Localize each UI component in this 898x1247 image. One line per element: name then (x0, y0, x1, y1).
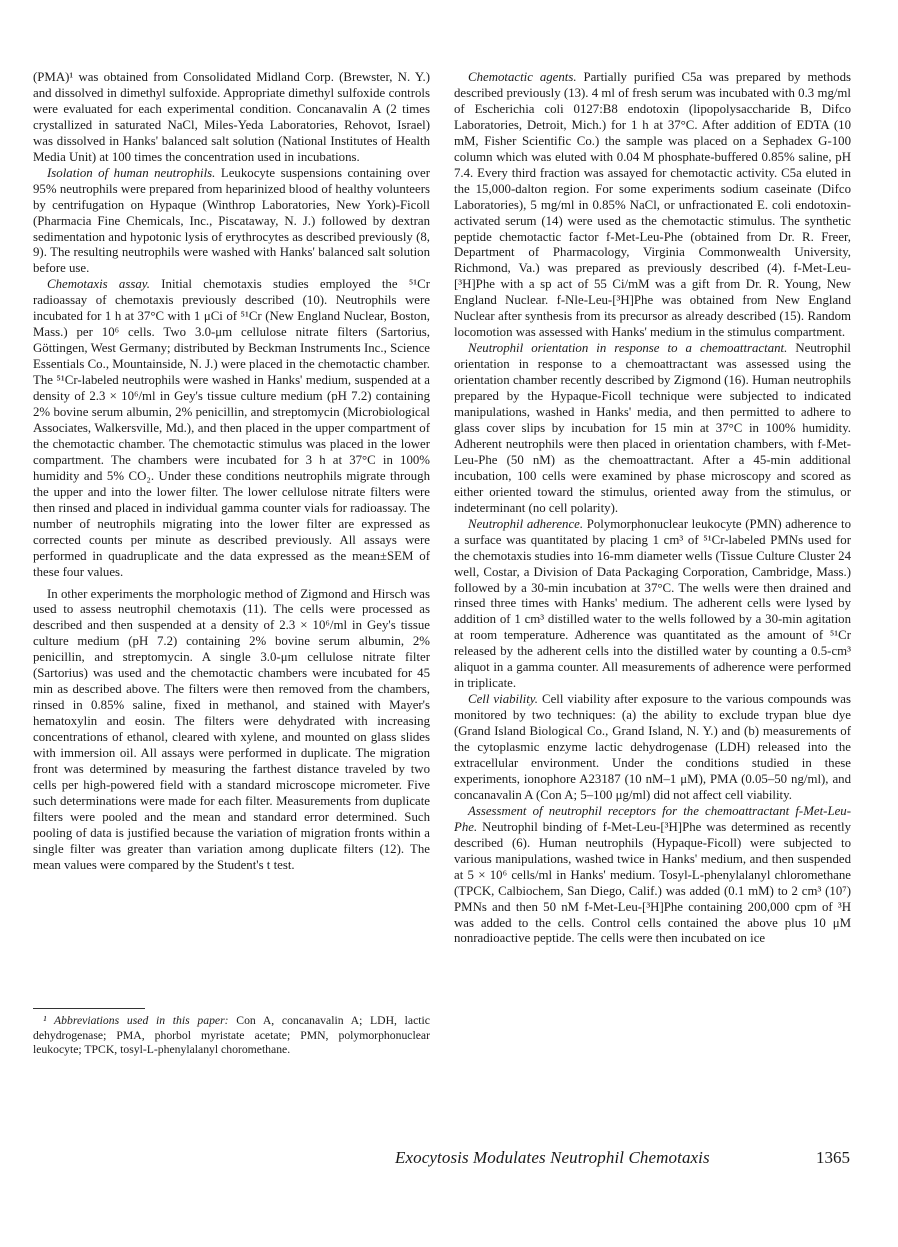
paragraph-viability-text: Cell viability after exposure to the various compounds was monitored by two techniques: (a) the ability to exclude trypan blue dye (Grand Island Biological Co., Grand Island, N. Y.) and (b) measurements of the cytoplasmic enzyme lactic dehydrogenase (LDH) released into the extracellular environment. Under the conditions studied in these experiments, ionophore A23187 (10 nM–1 μM), PMA (0.05–50 ng/ml), and concanavalin A (Con A; 5–100 μg/ml) did not affect cell viability. (454, 692, 851, 802)
section-heading-adherence: Neutrophil adherence. (468, 516, 584, 531)
paragraph-isolation (33, 166, 430, 278)
paragraph-viability (454, 692, 851, 804)
paragraph-adherence-text: Polymorphonuclear leukocyte (PMN) adherence to a surface was quantitated by placing 1 cm³ of ⁵¹Cr-labeled PMNs used for the chemotaxis studies into 16-mm diameter wells (Tissue Culture Cluster 24 well, Costar, a Division of Data Packaging Corporation, Cambridge, Mass.) followed by a 30-min incubation at 37°C. The wells were then drained and rinsed three times with Hanks' medium. The adherent cells were lysed by addition of 1 cm³ distilled water to the wells followed by a 30-min agitation at room temperature. Adherence was quantitated as the amount of ⁵¹Cr released by the adherent cells into the distilled water by counting a 0.5-cm³ aliquot in a gamma counter. All measurements of adherence were performed in triplicate. (454, 516, 851, 691)
section-heading-receptors: Assessment of neutrophil receptors for the chemoattractant f-Met-Leu-Phe. (454, 803, 851, 834)
footnote-text: Con A, concanavalin A; LDH, lactic dehydrogenase; PMA, phorbol myristate acetate; PMN, polymorphonuclear leukocyte; TPCK, tosyl-L-phenylalanyl choromethane. (33, 1014, 430, 1057)
footnote-heading: ¹ Abbreviations used in this paper: (43, 1014, 229, 1027)
paragraph-isolation-text: Leukocyte suspensions containing over 95% neutrophils were prepared from heparinized blood of healthy volunteers by centrifugation on Hypaque (Winthrop Laboratories, New York)-Ficoll (Pharmacia Fine Chemicals, Inc., Piscataway, N. J.) followed by dextran sedimentation and hypotonic lysis of erythrocytes as described previously (8, 9). The resulting neutrophils were washed with Hanks' balanced salt solution before use. (33, 165, 430, 276)
page-number: 1365 (816, 1148, 850, 1167)
paragraph-adherence (454, 517, 851, 692)
running-title: Exocytosis Modulates Neutrophil Chemotaxis (395, 1148, 710, 1167)
paragraph-chemotaxis (33, 277, 430, 580)
right-column (454, 70, 851, 947)
section-heading-chemotactic-agents: Chemotactic agents. (468, 70, 577, 84)
paragraph-chemotactic-agents-text: Partially purified C5a was prepared by methods described previously (13). 4 ml of fresh serum was incubated with 0.3 mg/ml of Escherichia coli 0127:B8 endotoxin (lipopolysaccharide B, Difco Laboratories, Detroit, Mich.) for 1 h at 37°C. After addition of EDTA (10 mM, Fisher Scientific Co.) the sample was placed on a Sephadex G-100 column which was eluted with 0.04 M phosphate-buffered 0.85% saline, pH 7.4. Every third fraction was assayed for chemotactic activity. C5a eluted in the 15,000-dalton region. For some experiments sodium caseinate (Difco Laboratories), 5 mg/ml in 0.85% NaCl, or unfractionated E. coli endotoxin-activated serum (14) were used as the chemotactic stimulus. The synthetic peptide chemotactic factor f-Met-Leu-Phe (obtained from Dr. R. Freer, Department of Pharmacology, Virginia Commonwealth University, Richmond, Va.) was prepared as previously described (4). f-Met-Leu-[³H]Phe with a sp act of 55 Ci/mM was a gift from Dr. R. Young, New England Nuclear. f-Nle-Leu-[³H]Phe was obtained from New England Nuclear after synthesis from its precursor as already described (15). Random locomotion was assessed with Hanks' medium in the stimulus compartment. (454, 70, 851, 340)
paragraph-receptors-text: Neutrophil binding of f-Met-Leu-[³H]Phe was determined as recently described (6). Human neutrophils (Hypaque-Ficoll) were subjected to various manipulations, washed twice in Hanks' medium, and then suspended at 5 × 10⁶ cells/ml in Hanks' medium. Tosyl-L-phenylalanyl chloromethane (TPCK, Calbiochem, San Diego, Calif.) was added (0.1 mM) to 2 cm³ (10⁷) PMNs and then 50 nM f-Met-Leu-[³H]Phe containing 200,000 cpm of ³H was added to the cells. Control cells contained the above plus 10 μM nonradioactive peptide. The cells were then incubated on ice (454, 819, 851, 946)
section-heading-isolation: Isolation of human neutrophils. (47, 165, 216, 180)
paragraph-orientation-text: Neutrophil orientation in response to a chemoattractant was assessed using the orientation chamber recently described by Zigmond (16). Human neutrophils prepared by the Hypaque-Ficoll technique were subjected to indicated manipulations, washed in Hanks' media, and then permitted to adhere to glass cover slips by incubation for 15 min at 37°C in 100% humidity. Adherent neutrophils were then placed in orientation chambers, with f-Met-Leu-Phe (50 nM) as the chemoattractant. After a 45-min additional incubation, 100 cells were examined by phase microscopy and scored as either oriented toward the stimulus, oriented away from the stimulus, or indeterminant (no cell polarity). (454, 341, 852, 515)
section-heading-viability: Cell viability. (468, 692, 539, 707)
footnote (33, 1014, 430, 1058)
paragraph-orientation (454, 341, 851, 516)
section-heading-orientation: Neutrophil orientation in response to a chemoattractant. (468, 341, 788, 356)
paragraph-morphologic: In other experiments the morphologic method of Zigmond and Hirsch was used to assess neutrophil chemotaxis (11). The cells were processed as described and then suspended at a density of 2.3 × 10⁶/ml in Gey's tissue culture medium (pH 7.2) containing 2% bovine serum albumin, 2% penicillin, and streptomycin. A single 3.0-μm cellulose nitrate filter (Sartorius) was used and the chemotactic chambers were incubated for 45 min as described above. The filters were then removed from the chambers, rinsed in 0.85% saline, fixed in methanol, and stained with Mayer's hematoxylin and eosin. The filters were dehydrated with increasing concentrations of ethanol, cleared with xylene, and mounted on glass slides with immersion oil. All assays were performed in duplicate. The migration front was determined by measuring the farthest distance traveled by two cells per high-powered field with a standard microscope micrometer. Five such determinations were made for each filter. Measurements from duplicate filters were pooled and the mean and standard error determined. Such pooling of data is justified because the variation of migration fronts within a single filter was greater than variation among duplicate filters (12). The mean values were compared by the Student's t test. (33, 586, 430, 872)
paragraph-chemotaxis-text: Initial chemotaxis studies employed the ⁵¹Cr radioassay of chemotaxis previously described (10). Neutrophils were incubated for 1 h at 37°C with 1 μCi of ⁵¹Cr (New England Nuclear, Boston, Mass.) per 10⁶ cells. Two 3.0-μm cellulose nitrate filters (Sartorius, Göttingen, West Germany; distributed by Beckman Instruments Inc., Science Essentials Co., Mountainside, N. J.) were placed in the chemotactic chamber. The ⁵¹Cr-labeled neutrophils were washed in Hanks' medium, suspended at a density of 2.3 × 10⁶/ml in Gey's tissue culture medium (pH 7.2) containing 2% bovine serum albumin, 2% penicillin, and streptomycin (Microbiological Associates, Walkersville, Md.), and then placed in the upper compartment of the chemotactic chamber. The chemotactic stimulus was placed in the lower compartment. The chambers were incubated for 3 h at 37°C in 100% humidity and 5% CO₂. Under these conditions neutrophils migrate through the upper and into the lower filter. The lower cellulose nitrate filters were then rinsed and placed in individual gamma counter vials for radioassay. The number of neutrophils migrating into the lower filter are expressed as corrected counts per minute as described previously. All assays were performed in quadruplicate and the data expressed as the mean±SEM of these four values. (33, 277, 430, 579)
paragraph-receptors (454, 804, 851, 948)
paragraph-chemotactic-agents (454, 70, 851, 341)
footnote-divider (33, 1008, 145, 1009)
paragraph-pma: (PMA)¹ was obtained from Consolidated Midland Corp. (Brewster, N. Y.) and dissolved in dimethyl sulfoxide. Appropriate dimethyl sulfoxide controls were evaluated for each experimental condition. Concanavalin A (2 times crystallized in saturated NaCl, Miles-Yeda Laboratories, Rehovot, Israel) was dissolved in Hanks' balanced salt solution (National Institutes of Health Media Unit) at 100 times the concentration used in incubations. (33, 70, 430, 164)
section-heading-chemotaxis: Chemotaxis assay. (47, 277, 150, 292)
left-column (33, 70, 430, 874)
